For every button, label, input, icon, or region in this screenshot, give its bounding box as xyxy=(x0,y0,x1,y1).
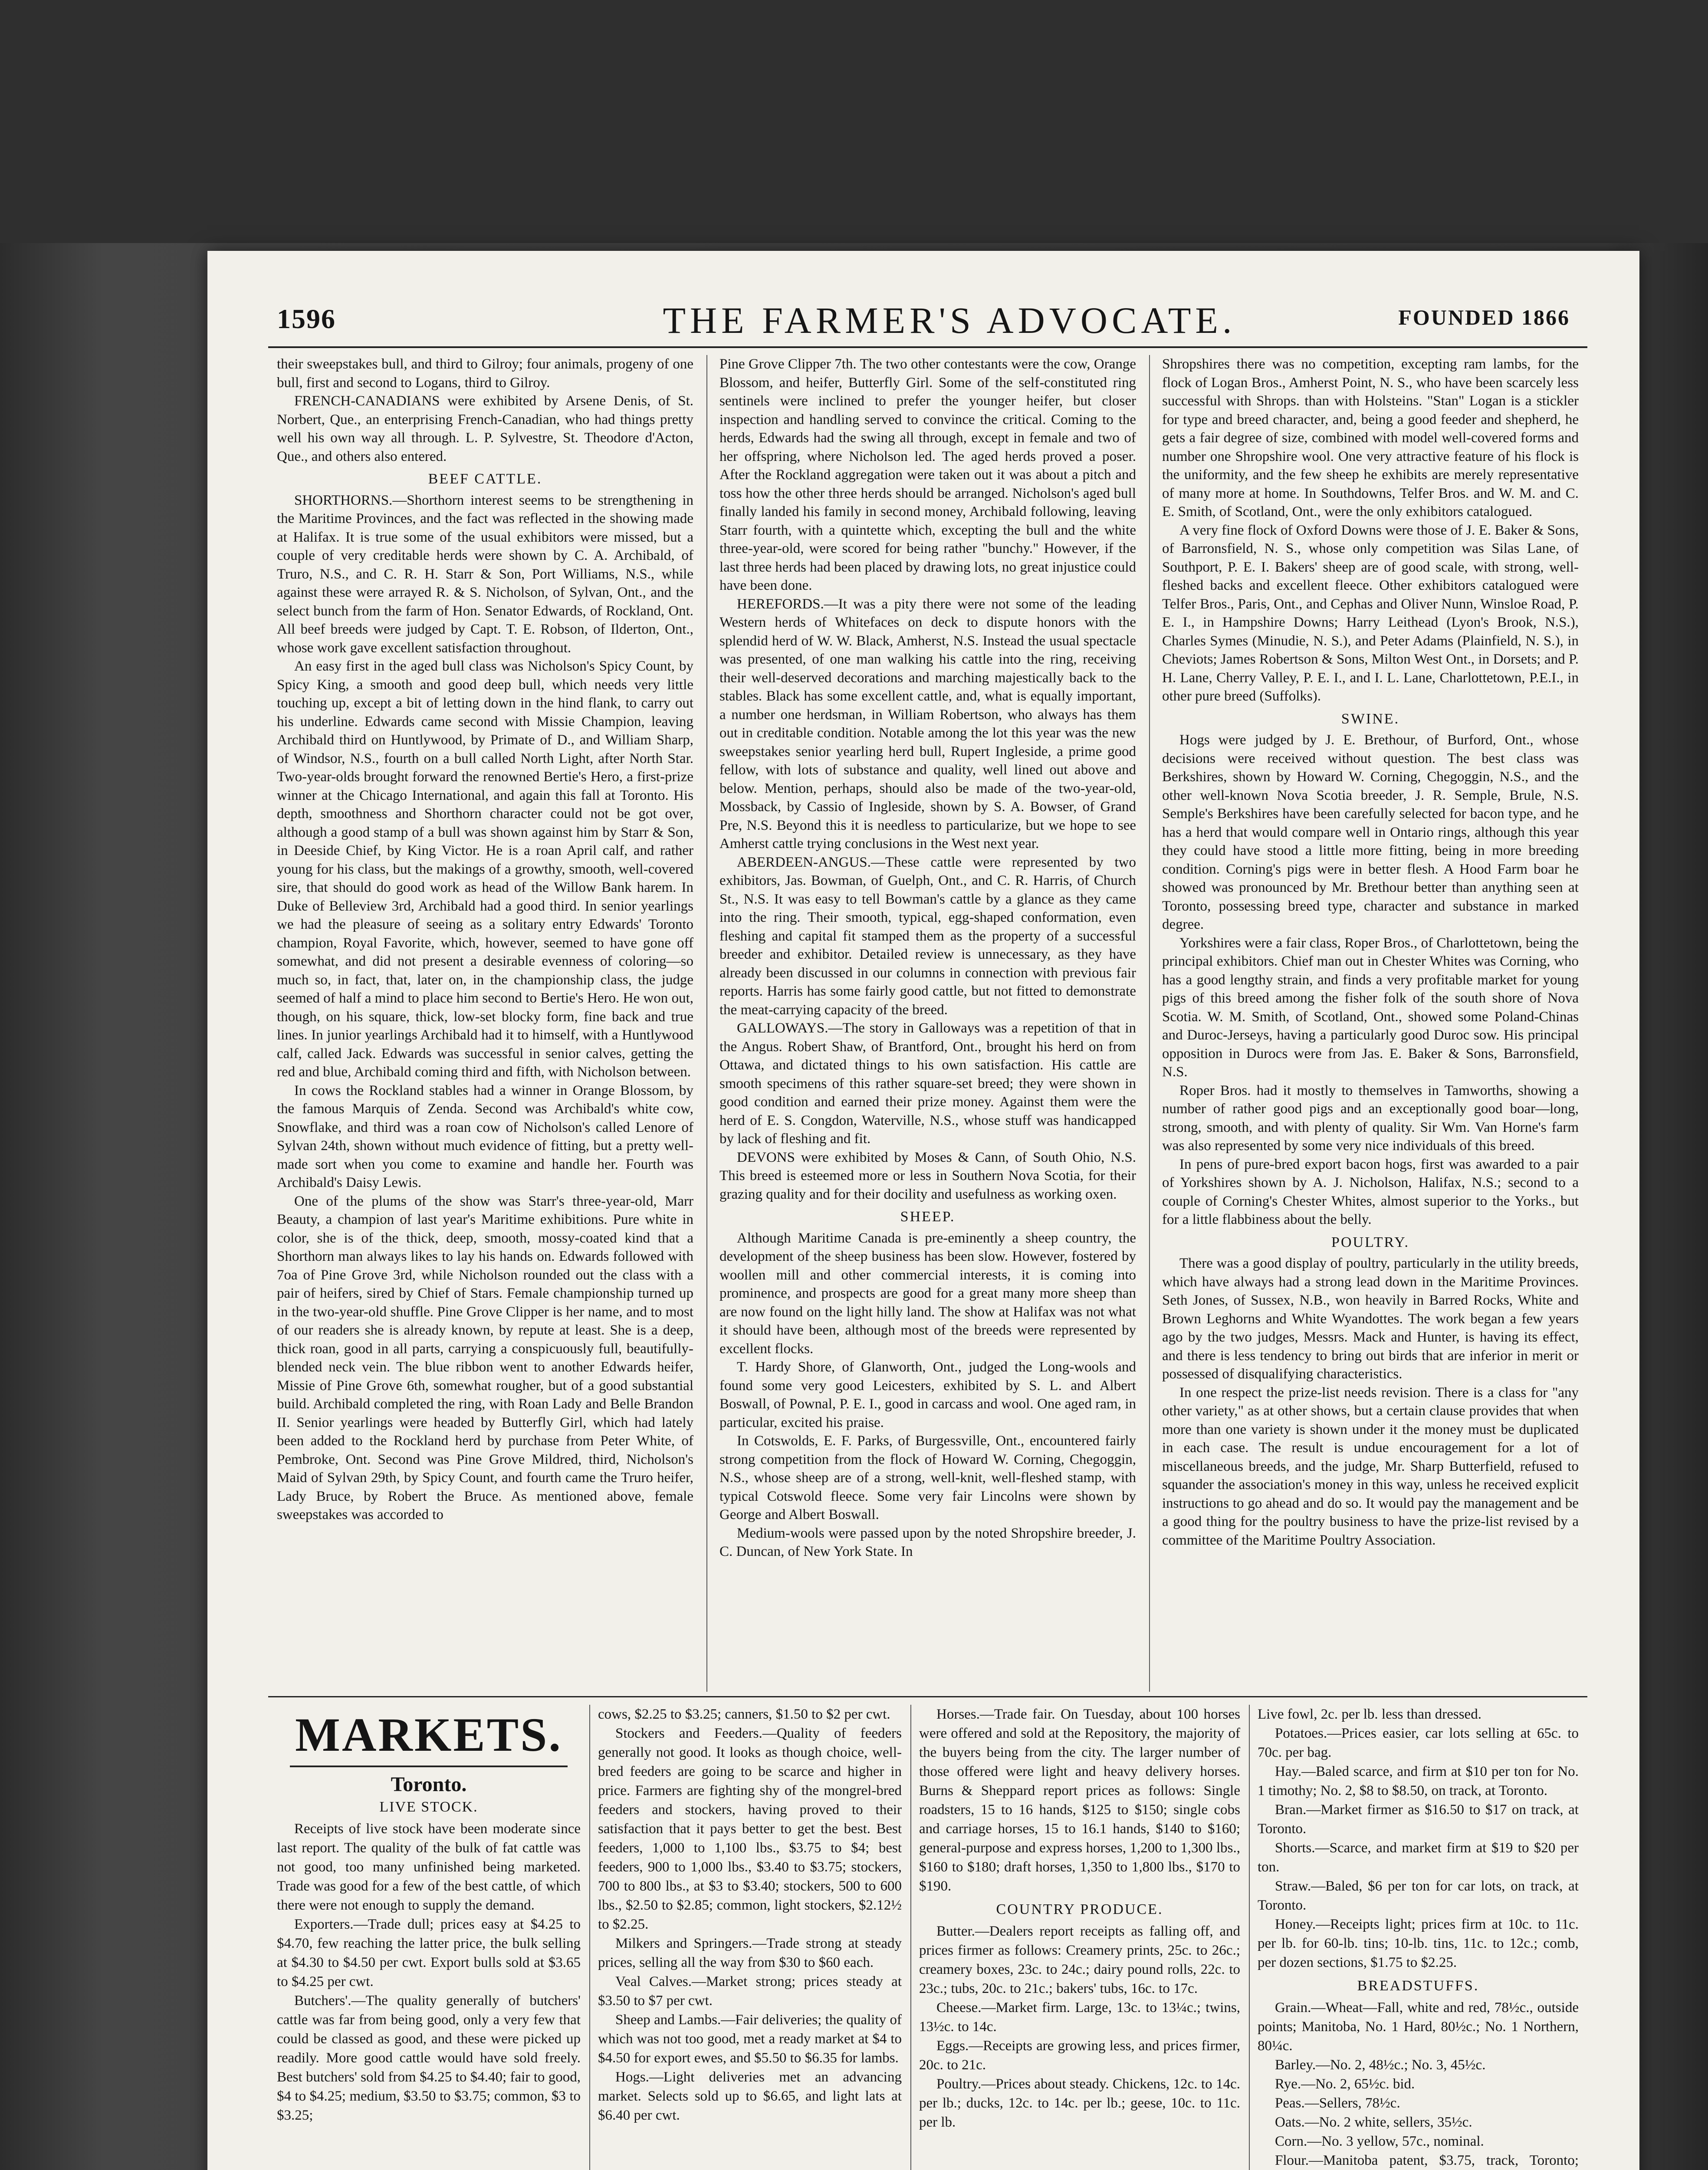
paragraph: Hogs.—Light deliveries met an advancing market. Selects sold up to $6.65, and light lats at $6.40 per cwt. xyxy=(598,2069,902,2123)
paragraph: cows, $2.25 to $3.25; canners, $1.50 to $2 per cwt. xyxy=(598,1706,890,1722)
paragraph: Potatoes.—Prices easier, car lots selling at 65c. to 70c. per bag. xyxy=(1258,1726,1579,1760)
paragraph: Roper Bros. had it mostly to themselves in Tamworths, showing a number of rather good pigs and an exceptionally good boar—long, strong, smooth, and with plenty of quality. Sir Wm. Van Horne's farm was also represented by some very nice individuals of this breed. xyxy=(1162,1082,1579,1154)
section-heading-swine: SWINE. xyxy=(1341,710,1400,727)
paragraph: Bran.—Market firmer as $16.50 to $17 on track, at Toronto. xyxy=(1258,1802,1579,1837)
page-header xyxy=(277,294,1570,346)
paragraph: Horses.—Trade fair. On Tuesday, about 100 horses were offered and sold at the Repository, the majority of the buyers being from the city. The larger number of those offered were light and heavy delivery horses. Burns & Sheppard report prices as follows: Single roadsters, 15 to 16 hands, $125 to $150; single cobs and carriage horses, 15 to 16.1 hands, $140 to $160; general-purpose and express horses, 1,200 to 1,300 lbs., $160 to $180; draft horses, 1,350 to 1,800 lbs., $170 to $190. xyxy=(919,1706,1240,1894)
paragraph: their sweepstakes bull, and third to Gilroy; four animals, progeny of one bull, first and second to Logans, third to Gilroy. xyxy=(277,356,693,391)
article-column-2 xyxy=(719,355,1136,1692)
paragraph: Pine Grove Clipper 7th. The two other contestants were the cow, Orange Blossom, and heifer, Butterfly Girl. Some of the self-constituted ring sentinels were inclined to prefer the younger heifer, but closer inspection and handling served to convince the critical. Coming to the herds, Edwards had the swing all through, except in female and two of her offspring, where Nicholson led. The aged herds proved a poser. After the Rockland aggregation were taken out it was about a pitch and toss how the other three herds should be arranged. Nicholson's aged bull finally landed his family in second money, Archibald following, leaving Starr fourth, with a quintette which, excepting the bull and the white three-year-old, were scored for being rather "bunchy." However, if the last three herds had been placed by drawing lots, no great injustice could have been done. xyxy=(719,356,1136,593)
markets-divider-rule xyxy=(268,1696,1587,1697)
city-heading: Toronto. xyxy=(391,1773,467,1796)
scan-top-margin xyxy=(0,0,1708,243)
paragraph: Straw.—Baled, $6 per ton for car lots, on track, at Toronto. xyxy=(1258,1878,1579,1913)
markets-column-1 xyxy=(277,1705,581,2170)
paragraph: Veal Calves.—Market strong; prices steady at $3.50 to $7 per cwt. xyxy=(598,1974,902,2009)
paragraph: Grain.—Wheat—Fall, white and red, 78½c., outside points; Manitoba, No. 1 Hard, 80½c.; No. 1 Northern, 80¼c. xyxy=(1258,2000,1579,2054)
paragraph: One of the plums of the show was Starr's three-year-old, Marr Beauty, a champion of last year's Maritime exhibitions. Pure white in color, she is of the thick, deep, smooth, mossy-coated kind that a Shorthorn man always likes to lay his hands on. Edwards followed with 7oa of Pine Grove 3rd, while Nicholson rounded out the class with a pair of heifers, sired by Chief of Stars. Female championship turned up in the two-year-old shuffle. Pine Grove Clipper is her name, and to most of our readers she is already known, by repute at least. She is a deep, thick roan, good in all parts, carrying a conspicuously full, beautifully-blended neck vein. The blue ribbon went to another Edwards heifer, Missie of Pine Grove 6th, somewhat rougher, but of a good substantial build. Archibald completed the ring, with Roan Lady and Belle Brandon II. Senior yearlings were headed by Butterfly Girl, which had lately been added to the Rockland herd by purchase from Peter White, of Pembroke, Ont. Second was Pine Grove Mildred, third, Nicholson's Maid of Sylvan 29th, by Spicy Count, and fourth came the Truro heifer, Lady Bruce, by Robert the Bruce. As mentioned above, female sweepstakes was accorded to xyxy=(277,1193,693,1522)
paragraph: Honey.—Receipts light; prices firm at 10c. to 11c. per lb. for 60-lb. tins; 10-lb. tins, 11c. to 12c.; comb, per dozen sections, $1.75 to $2.25. xyxy=(1258,1917,1579,1970)
masthead-title: THE FARMER'S ADVOCATE. xyxy=(663,299,1236,341)
page-number: 1596 xyxy=(277,303,336,334)
paragraph: In cows the Rockland stables had a winner in Orange Blossom, by the famous Marquis of Zenda. Second was Archibald's white cow, Snowflake, and third was a roan cow of Nicholson's called Lenore of Sylvan 24th, shown without much evidence of fitting, but a pretty well-made sort when you come to examine and handle her. Fourth was Archibald's Daisy Lewis. xyxy=(277,1082,693,1190)
paragraph: SHORTHORNS.—Shorthorn interest seems to be strengthening in the Maritime Provinces, and the fact was reflected in the showing made at Halifax. It is true some of the usual exhibitors were missed, but a couple of very creditable herds were shown by C. A. Archibald, of Truro, N.S., and C. R. H. Starr & Son, Port Williams, N.S., while against these were arrayed R. & S. Nicholson, of Sylvan, Ont., and the select bunch from the farm of Hon. Senator Edwards, of Rockland, Ont. All beef breeds were judged by Capt. T. E. Robson, of Ilderton, Ont., whose work gave excellent satisfaction throughout. xyxy=(277,492,693,656)
paragraph: Shorts.—Scarce, and market firm at $19 to $20 per ton. xyxy=(1258,1840,1579,1875)
markets-column-2 xyxy=(598,1705,902,2170)
column-divider xyxy=(1249,1705,1250,2170)
column-divider xyxy=(589,1705,590,2170)
column-divider xyxy=(1149,355,1150,1692)
markets-column-4 xyxy=(1258,1705,1579,2170)
paragraph: Butter.—Dealers report receipts as falling off, and prices firmer as follows: Creamery prints, 25c. to 26c.; creamery boxes, 23c. to 24c.; dairy pound rolls, 22c. to 23c.; tubs, 20c. to 21c.; bakers' tubs, 16c. to 17c. xyxy=(919,1923,1240,1996)
column-divider xyxy=(910,1705,911,2170)
paragraph: Stockers and Feeders.—Quality of feeders generally not good. It looks as though choice, well-bred feeders are going to be scarce and higher in price. Farmers are fighting shy of the mongrel-bred feeders and stockers, having proved to their satisfaction that it pays better to get the best. Best feeders, 1,000 to 1,100 lbs., $3.75 to $4; best feeders, 900 to 1,000 lbs., $3.40 to $3.75; stockers, 700 to 800 lbs., at $3 to $3.40; stockers, 500 to 600 lbs., $2.50 to $2.85; common, light stockers, $2.12½ to $2.25. xyxy=(598,1726,902,1932)
paragraph: Cheese.—Market firm. Large, 13c. to 13¼c.; twins, 13½c. to 14c. xyxy=(919,2000,1240,2035)
article-column-1 xyxy=(277,355,693,1692)
paragraph: Milkers and Springers.—Trade strong at steady prices, selling all the way from $30 to $60 each. xyxy=(598,1936,902,1970)
paragraph: GALLOWAYS.—The story in Galloways was a repetition of that in the Angus. Robert Shaw, of Brantford, Ont., brought his herd on from Ottawa, and dictated things to his own satisfaction. His cattle are smooth specimens of this rather square-set breed; they were shown in good condition and earned their prize money. Against them were the herd of E. S. Congdon, Waterville, N.S., whose stuff was handicapped by lack of fleshing and fit. xyxy=(719,1020,1136,1147)
paragraph: In one respect the prize-list needs revision. There is a class for "any other variety," as at other shows, but a certain clause provides that when more than one variety is shown under it the money must be duplicated in each case. The result is undue encouragement for a lot of miscellaneous breeds, and the judge, Mr. Sharp Butterfield, refused to squander the association's money in this way, unless he received explicit instructions to go ahead and do so. It would pay the management and be a good thing for the poultry business to have the prize-list revised by a committee of the Maritime Poultry Association. xyxy=(1162,1384,1579,1548)
founded-label: FOUNDED 1866 xyxy=(1398,305,1570,329)
paragraph: Exporters.—Trade dull; prices easy at $4.25 to $4.70, few reaching the latter price, the bulk selling at $4.30 to $4.50 per cwt. Export bulls sold at $3.65 to $4.25 per cwt. xyxy=(277,1917,581,1989)
paragraph: Corn.—No. 3 yellow, 57c., nominal. xyxy=(1275,2134,1484,2149)
section-heading-breadstuffs: BREADSTUFFS. xyxy=(1357,1978,1479,1994)
section-heading-beef-cattle: BEEF CATTLE. xyxy=(428,471,542,487)
paragraph: Receipts of live stock have been moderate since last report. The quality of the bulk of fat cattle was not good, too many unfinished being marketed. Trade was good for a few of the best cattle, of which there were not enough to supply the demand. xyxy=(277,1821,581,1913)
paragraph: ABERDEEN-ANGUS.—These cattle were represented by two exhibitors, Jas. Bowman, of Guelph, Ont., and C. R. Harris, of Church St., N.S. It was easy to tell Bowman's cattle by a glance as they came into the ring. Their smooth, typical, egg-shaped conformation, even fleshing and capital fit stamped them as the property of a successful breeder and exhibitor. Detailed review is unnecessary, as they have already been discussed in our columns in connection with previous fair reports. Harris has some fairly good cattle, but not fitted to demonstrate the meat-carrying capacity of the breed. xyxy=(719,854,1136,1018)
paragraph: Medium-wools were passed upon by the noted Shropshire breeder, J. C. Duncan, of New York State. In xyxy=(719,1525,1136,1559)
markets-column-3 xyxy=(919,1705,1240,2170)
paragraph: Barley.—No. 2, 48½c.; No. 3, 45½c. xyxy=(1275,2057,1486,2073)
header-rule xyxy=(268,346,1587,348)
section-heading-sheep: SHEEP. xyxy=(900,1209,956,1225)
paragraph: T. Hardy Shore, of Glanworth, Ont., judged the Long-wools and found some very good Leicesters, exhibited by S. L. and Albert Boswall, of Pownal, P. E. I., good in carcass and wool. One aged ram, in particular, excited his praise. xyxy=(719,1359,1136,1430)
paragraph: In Cotswolds, E. F. Parks, of Burgessville, Ont., encountered fairly strong competition from the flock of Howard W. Corning, Chegoggin, N.S., whose sheep are of a strong, well-knit, well-fleshed stamp, with typical Cotswold fleece. Some very fair Lincolns were shown by George and Albert Boswall. xyxy=(719,1433,1136,1522)
paragraph: Sheep and Lambs.—Fair deliveries; the quality of which was not too good, met a ready market at $4 to $4.50 for export ewes, and $5.50 to $6.35 for lambs. xyxy=(598,2012,902,2066)
paragraph: Hogs were judged by J. E. Brethour, of Burford, Ont., whose decisions were received without question. The best class was Berkshires, shown by Howard W. Corning, Chegoggin, N.S., and the other well-known Nova Scotia breeder, J. R. Semple, Brule, N.S. Semple's Berkshires have been carefully selected for bacon type, and he has a herd that would compare well in Ontario rings, although this year they could have stood a little more fitting, being in more breeding condition. Corning's pigs were in better flesh. A Hood Farm boar he showed was pronounced by Mr. Brethour better than anything seen at Toronto, possessing breed type, character and substance in marked degree. xyxy=(1162,732,1579,932)
paragraph: An easy first in the aged bull class was Nicholson's Spicy Count, by Spicy King, a smooth and good deep bull, which needs very little touching up, except a bit of letting down in the hind flank, to carry out his underline. Edwards came second with Missie Champion, leaving Archibald third on Huntlywood, by Primate of D., and William Sharp, of Windsor, N.S., fourth on a bull called North Light, after North Star. Two-year-olds brought forward the renowned Bertie's Hero, a first-prize winner at the Chicago International, and again this fall at Toronto. His depth, smoothness and Shorthorn character could not be got over, although a good stamp of a bull was shown against him by Starr & Son, in Deeside Chief, by King Victor. He is a roan April calf, and rather young for his class, but the makings of a growthy, smooth, well-covered sire, that should do good work as head of the Willow Bank harem. In Duke of Belleview 3rd, Archibald had a good third. In senior yearlings we had the pleasure of seeing as a solitary entry Edwards' Toronto champion, Royal Favorite, which, however, seemed to have gone off somewhat, and did not present a desirable evenness of coloring—so much so, in fact, that, later on, in the championship class, the judge seemed of half a mind to place him second to Bertie's Hero. He won out, though, on his square, thick, low-set blocky form, fine back and true lines. In junior yearlings Archibald had it to himself, with a Huntlywood calf, called Jack. Edwards was successful in senior calves, getting the red and blue, Archibald coming third and fifth, with Nicholson between. xyxy=(277,658,693,1080)
markets-title-rule xyxy=(290,1766,568,1767)
paragraph: Peas.—Sellers, 78½c. xyxy=(1275,2095,1400,2111)
paragraph: Butchers'.—The quality generally of butchers' cattle was far from being good, only a very few that could be classed as good, and these were picked up readily. More good cattle would have sold freely. Best butchers' sold from $4.25 to $4.40; fair to good, $4 to $4.25; medium, $3.50 to $3.75; common, $3 to $3.25; xyxy=(277,1993,581,2123)
section-heading-poultry: POULTRY. xyxy=(1331,1234,1409,1250)
paragraph: There was a good display of poultry, particularly in the utility breeds, which have always had a strong lead down in the Maritime Provinces. Seth Jones, of Sussex, N.B., won heavily in Barred Rocks, White and Brown Leghorns and White Wyandottes. The work began a few years ago by the two judges, Messrs. Mack and Hunter, is having its effect, and there is less tendency to bring out birds that are inferior in merit or possessed of disqualifying characteristics. xyxy=(1162,1256,1579,1382)
paragraph: Eggs.—Receipts are growing less, and prices firmer, 20c. to 21c. xyxy=(919,2038,1240,2073)
paragraph: HEREFORDS.—It was a pity there were not some of the leading Western herds of Whitefaces on deck to dispute honors with the splendid herd of W. W. Black, Amherst, N.S. Instead the usual spectacle was presented, of one man walking his cattle into the ring, receiving their well-deserved decorations and marching majestically back to the stables. Black has some excellent cattle, and, what is equally important, a number one herdsman, in William Robertson, who always has them out in creditable condition. Notable among the lot this year was the new sweepstakes senior yearling herd bull, Rupert Ingleside, a prime good fellow, with lots of substance and quality, well lined out above and below. Mention, perhaps, should also be made of the two-year-old, Mossback, by Cassio of Ingleside, shown by S. A. Bowser, of Grand Pre, N.S. Beyond this it is needless to particularize, but we hope to see Amherst cattle trying conclusions in the West next year. xyxy=(719,596,1136,852)
paragraph: DEVONS were exhibited by Moses & Cann, of South Ohio, N.S. This breed is esteemed more or less in Southern Nova Scotia, for their grazing quality and for their docility and usefulness as working oxen. xyxy=(719,1149,1136,1202)
markets-title: MARKETS. xyxy=(295,1708,562,1761)
paragraph: Hay.—Baled scarce, and firm at $10 per ton for No. 1 timothy; No. 2, $8 to $8.50, on track, at Toronto. xyxy=(1258,1764,1579,1798)
paragraph: Yorkshires were a fair class, Roper Bros., of Charlottetown, being the principal exhibitors. Chief man out in Chester Whites was Corning, who has a good lengthy strain, and finds a very profitable market for young pigs of this breed among the fisher folk of the south shore of Nova Scotia. W. M. Smith, of Scotland, Ont., showed some Poland-Chinas and Duroc-Jerseys, having a particularly good Duroc sow. His principal opposition in Durocs were from Jas. E. Baker & Sons, Barronsfield, N.S. xyxy=(1162,935,1579,1080)
column-divider xyxy=(706,355,707,1692)
section-heading-country-produce: COUNTRY PRODUCE. xyxy=(996,1901,1163,1917)
paragraph: Live fowl, 2c. per lb. less than dressed. xyxy=(1258,1706,1481,1722)
paragraph: FRENCH-CANADIANS were exhibited by Arsene Denis, of St. Norbert, Que., an enterprising French-Canadian, who had things pretty well his own way all through. L. P. Sylvestre, St. Theodore d'Acton, Que., and others also entered. xyxy=(277,393,693,464)
paragraph: Oats.—No. 2 white, sellers, 35½c. xyxy=(1275,2114,1472,2130)
article-column-3 xyxy=(1162,355,1579,1692)
newspaper-page xyxy=(207,251,1639,2170)
paragraph: Flour.—Manitoba patent, $3.75, track, Toronto; xyxy=(1275,2153,1579,2168)
paragraph: A very fine flock of Oxford Downs were those of J. E. Baker & Sons, of Barronsfield, N. S., whose only competition was Silas Lane, of Southport, P. E. I. Bakers' sheep are of good scale, with strong, well-fleshed backs and excellent fleece. Other exhibitors catalogued were Telfer Bros., Paris, Ont., and Cephas and Oliver Nunn, Winsloe Road, P. E. I., in Hampshire Downs; Harry Leithead (Lyon's Brook, N.S.), Charles Symes (Minudie, N. S.), and Peter Adams (Plainfield, N. S.), in Cheviots; James Robertson & Sons, Milton West Ont., in Dorsets; and P. H. Lane, Cherry Valley, P. E. I., and I. L. Lane, Charlottetown, P.E.I., in other pure breed (Suffolks). xyxy=(1162,522,1579,704)
live-stock-heading: LIVE STOCK. xyxy=(379,1799,478,1815)
paragraph: In pens of pure-bred export bacon hogs, first was awarded to a pair of Yorkshires shown by A. J. Nicholson, Halifax, N.S.; second to a couple of Corning's Chester Whites, almost superior to the Yorks., but for a little flabbiness about the belly. xyxy=(1162,1156,1579,1227)
paragraph: Rye.—No. 2, 65½c. bid. xyxy=(1275,2076,1415,2092)
paragraph: Although Maritime Canada is pre-eminently a sheep country, the development of the sheep business has been slow. However, fostered by woollen mill and other commercial interests, it is coming into prominence, and prospects are good for a great many more sheep than are now found on the light hilly land. The show at Halifax was not what it should have been, although most of the breeds were represented by excellent flocks. xyxy=(719,1230,1136,1357)
paragraph: Shropshires there was no competition, excepting ram lambs, for the flock of Logan Bros., Amherst Point, N. S., who have been scarcely less successful with Shrops. than with Holsteins. "Stan" Logan is a stickler for type and breed character, and, being a good feeder and shepherd, he gets a fair degree of size, combined with model well-covered forms and number one Shropshire wool. One very attractive feature of his flock is the uniformity, and the few sheep he exhibits are merely representative of many more at home. In Southdowns, Telfer Bros. and W. M. and C. E. Smith, of Scotland, Ont., were the only exhibitors catalogued. xyxy=(1162,356,1579,519)
paragraph: Poultry.—Prices about steady. Chickens, 12c. to 14c. per lb.; ducks, 12c. to 14c. per lb.; geese, 10c. to 11c. per lb. xyxy=(919,2076,1240,2130)
